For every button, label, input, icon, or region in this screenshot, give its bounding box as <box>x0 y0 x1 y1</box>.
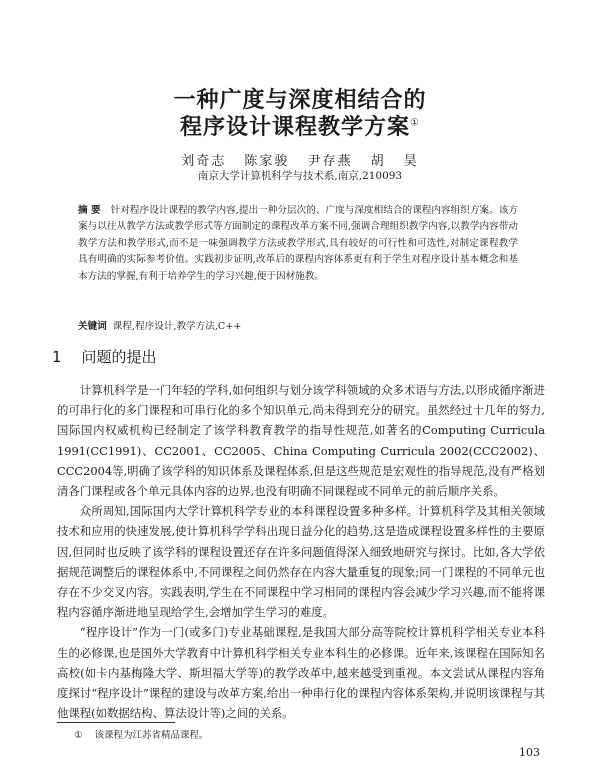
section-heading <box>52 346 157 367</box>
page-number: 103 <box>519 746 540 759</box>
paper-title-line-2 <box>0 110 600 141</box>
title-text-1: 一种广度与深度相结合的 <box>173 88 427 113</box>
authors: 刘奇志 陈家骏 尹存燕 胡 昊 <box>181 154 419 169</box>
keywords-label: 关键词 <box>78 321 107 332</box>
footnote-text: 该课程为江苏省精品课程。 <box>94 730 209 741</box>
affiliation: 南京大学计算机科学与技术系,南京,210093 <box>197 170 403 182</box>
section-number: 1 <box>52 348 62 366</box>
paragraph-2: 众所周知,国际国内大学计算机科学专业的本科课程设置多种多样。计算机科学及其相关领域技术和应用的快速发展,使计算机科学学科出现日益分化的趋势,这是造成课程设置多样性的主要原因,但同时也反映了该学科的课程设置还存在许多问题值得深入细致地研究与探讨。比如,各大学依据规范调整后的课程体系中,不同课程之间仍然存在内容大量重复的现象;同一门课程的不同单元也存在不少交叉内容。实践表明,学生在不同课程中学习相同的课程内容会减少学习兴趣,而不能将课程内容循序渐进地呈现给学生,会增加学生学习的难度。 <box>57 504 545 620</box>
footnote-mark: ① <box>74 730 83 741</box>
abstract-text: 针对程序设计课程的教学内容,提出一种分层次的、广度与深度相结合的课程内容组织方案。该方案与以往从教学方法或教学形式等方面制定的课程改革方案不同,强调合理组织教学内容,以教学内容带动教学方法和教学形式,而不是一味强调教学方法或教学形式,具有较好的可行性和可选性,对制定课程教学具有明确的实际参考价值。实践初步证明,改革后的课程内容体系更有利于学生对程序设计基本概念和基本方法的掌握,有利于培养学生的学习兴趣,便于因材施教。 <box>78 205 518 282</box>
paragraph-1: 计算机科学是一门年轻的学科,如何组织与划分该学科领域的众多术语与方法,以形成循序渐进的可串行化的多门课程和可串行化的多个知识单元,尚未得到充分的研究。虽然经过十几年的努力,国际国内权威机构已经制定了该学科教育教学的指导性规范,如著名的Computing Curricula 1991(CC1991)、CC2001、CC2005、China Computing Curricula 2002(CCC2002)、CCC2004等,明确了该学科的知识体系及课程体系,但是这些规范是宏观性的指导规范,没有严格划清各门课程或各个单元具体内容的边界,也没有明确不同课程或不同单元的前后顺序关系。 <box>57 383 545 499</box>
body-text <box>57 380 545 723</box>
keywords <box>78 318 518 332</box>
footnote-divider <box>57 722 175 723</box>
title-text-2: 程序设计课程教学方案 <box>180 115 411 140</box>
abstract <box>78 203 518 285</box>
title-footnote-mark[interactable]: ① <box>410 117 420 129</box>
footnote <box>74 727 209 741</box>
abstract-label: 摘 要 <box>78 205 101 216</box>
section-title: 问题的提出 <box>81 348 157 366</box>
keywords-text: 课程,程序设计,教学方法,C++ <box>112 321 242 332</box>
paragraph-3: “程序设计”作为一门(或多门)专业基础课程,是我国大部分高等院校计算机科学相关专业本科生的必修课,也是国外大学教育中计算机科学相关专业本科生的必修课。近年来,该课程在国际知名高校(如卡内基梅隆大学、斯坦福大学等)的教学改革中,越来越受到重视。本文尝试从课程内容角度探讨“程序设计”课程的建设与改革方案,给出一种串行化的课程内容体系架构,并说明该课程与其他课程(如数据结构、算法设计等)之间的关系。 <box>57 625 545 721</box>
